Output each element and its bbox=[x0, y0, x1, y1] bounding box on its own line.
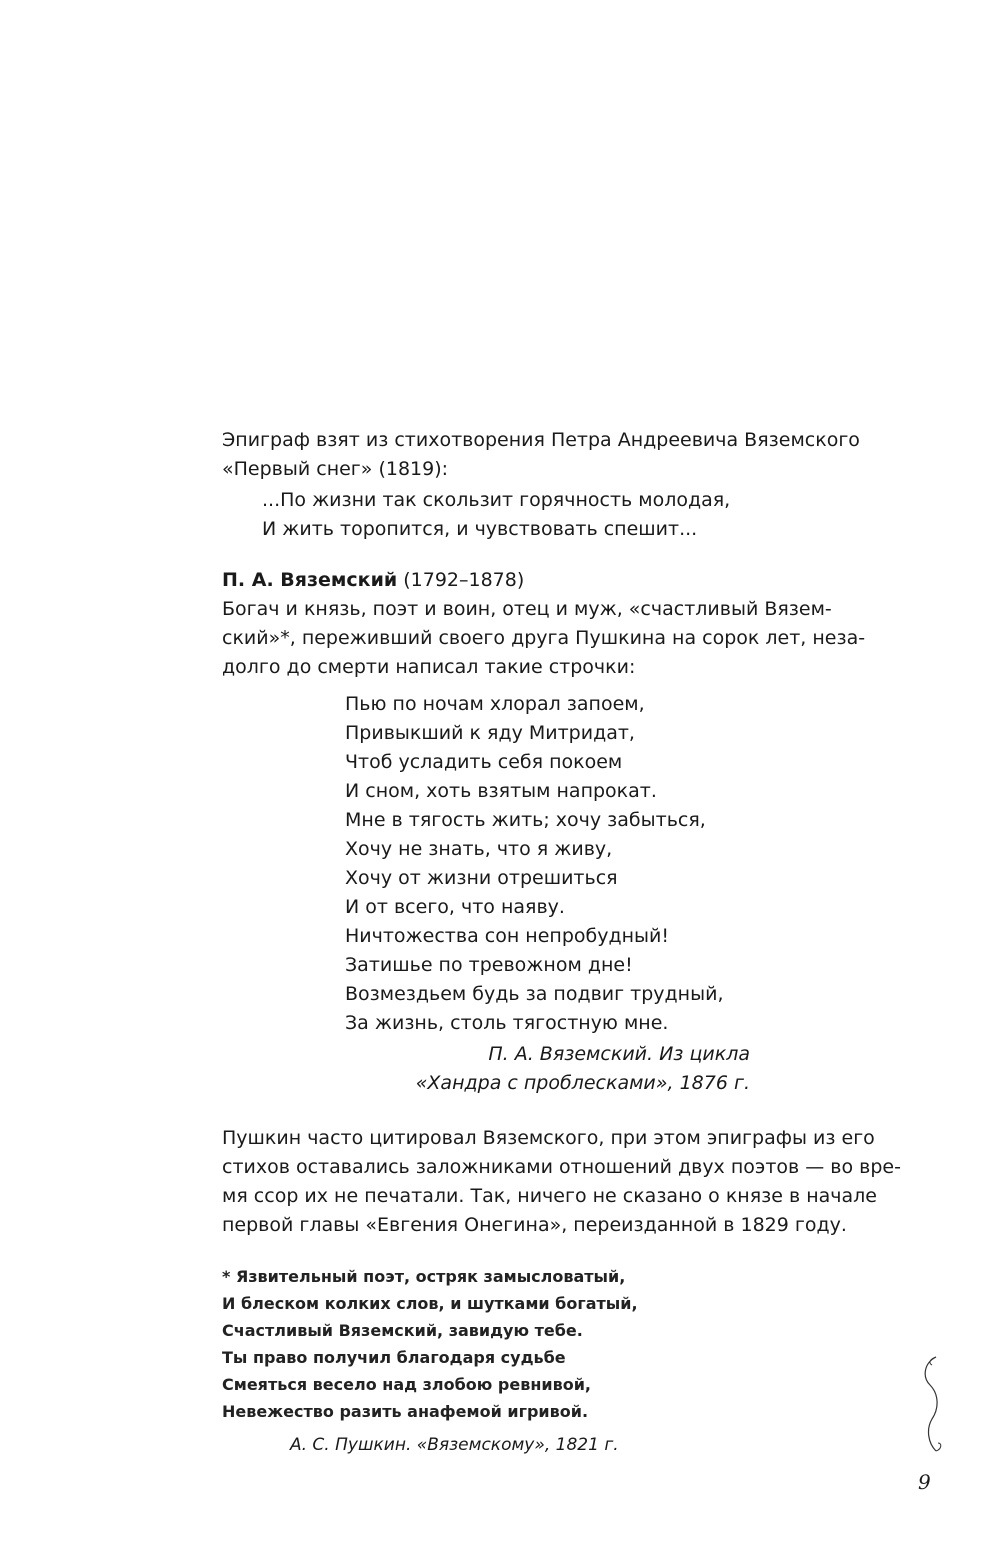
poem-line: Привыкший к яду Митридат, bbox=[345, 722, 635, 744]
page-ornament-icon bbox=[918, 1355, 946, 1455]
poem-line: И сном, хоть взятым напрокат. bbox=[345, 780, 657, 802]
poem-line: Мне в тягость жить; хочу забыться, bbox=[345, 809, 706, 831]
poem-line: Чтоб усладить себя покоем bbox=[345, 751, 623, 773]
page-number: 9 bbox=[918, 1470, 931, 1494]
poem-line: Затишье по тревожном дне! bbox=[345, 954, 633, 976]
closing-paragraph bbox=[222, 1124, 901, 1240]
footnote-line: И блеском колких слов, и шутками богатый, bbox=[222, 1294, 638, 1313]
bio-line: ский»*, переживший своего друга Пушкина на сорок лет, неза- bbox=[222, 627, 866, 649]
bio-years: (1792–1878) bbox=[397, 569, 525, 591]
poem-attribution-line: П. А. Вяземский. Из цикла bbox=[488, 1043, 750, 1065]
intro-line: «Первый снег» (1819): bbox=[222, 458, 449, 480]
footnote-line: Ты право получил благодаря судьбе bbox=[222, 1348, 566, 1367]
closing-line: первой главы «Евгения Онегина», переизданной в 1829 году. bbox=[222, 1214, 847, 1236]
poem-line: Возмездьем будь за подвиг трудный, bbox=[345, 983, 724, 1005]
epigraph-line: И жить торопится, и чувствовать спешит... bbox=[262, 518, 698, 540]
footnote bbox=[222, 1263, 638, 1425]
bio-heading bbox=[222, 566, 862, 595]
intro-paragraph bbox=[222, 426, 862, 484]
poem-line: Хочу не знать, что я живу, bbox=[345, 838, 613, 860]
footnote-line: Невежество разить анафемой игривой. bbox=[222, 1402, 589, 1421]
poem bbox=[345, 690, 723, 1038]
bio-name: П. А. Вяземский bbox=[222, 569, 398, 591]
footnote-line: Смеяться весело над злобою ревнивой, bbox=[222, 1375, 591, 1394]
bio-line: Богач и князь, поэт и воин, отец и муж, «счастливый Вязем- bbox=[222, 598, 832, 620]
poem-line: Хочу от жизни отрешиться bbox=[345, 867, 618, 889]
poem-attribution-line: «Хандра с проблесками», 1876 г. bbox=[415, 1072, 750, 1094]
footnote-line: Счастливый Вяземский, завидую тебе. bbox=[222, 1321, 583, 1340]
poem-line: Ничтожества сон непробудный! bbox=[345, 925, 669, 947]
closing-line: мя ссор их не печатали. Так, ничего не сказано о князе в начале bbox=[222, 1185, 877, 1207]
poem-line: Пью по ночам хлорал запоем, bbox=[345, 693, 645, 715]
bio-paragraph bbox=[222, 595, 866, 682]
poem-attribution bbox=[300, 1040, 750, 1098]
poem-line: За жизнь, столь тягостную мне. bbox=[345, 1012, 669, 1034]
epigraph-quote bbox=[262, 486, 730, 544]
closing-line: Пушкин часто цитировал Вяземского, при этом эпиграфы из его bbox=[222, 1127, 875, 1149]
epigraph-line: ...По жизни так скользит горячность молодая, bbox=[262, 489, 731, 511]
intro-line: Эпиграф взят из стихотворения Петра Андреевича Вяземского bbox=[222, 429, 860, 451]
footnote-line: * Язвительный поэт, остряк замысловатый, bbox=[222, 1267, 626, 1286]
poem-line: И от всего, что наяву. bbox=[345, 896, 565, 918]
footnote-attribution: А. С. Пушкин. «Вяземскому», 1821 г. bbox=[290, 1435, 619, 1455]
bio-section bbox=[222, 566, 866, 682]
closing-line: стихов оставались заложниками отношений двух поэтов — во вре- bbox=[222, 1156, 901, 1178]
bio-line: долго до смерти написал такие строчки: bbox=[222, 656, 636, 678]
